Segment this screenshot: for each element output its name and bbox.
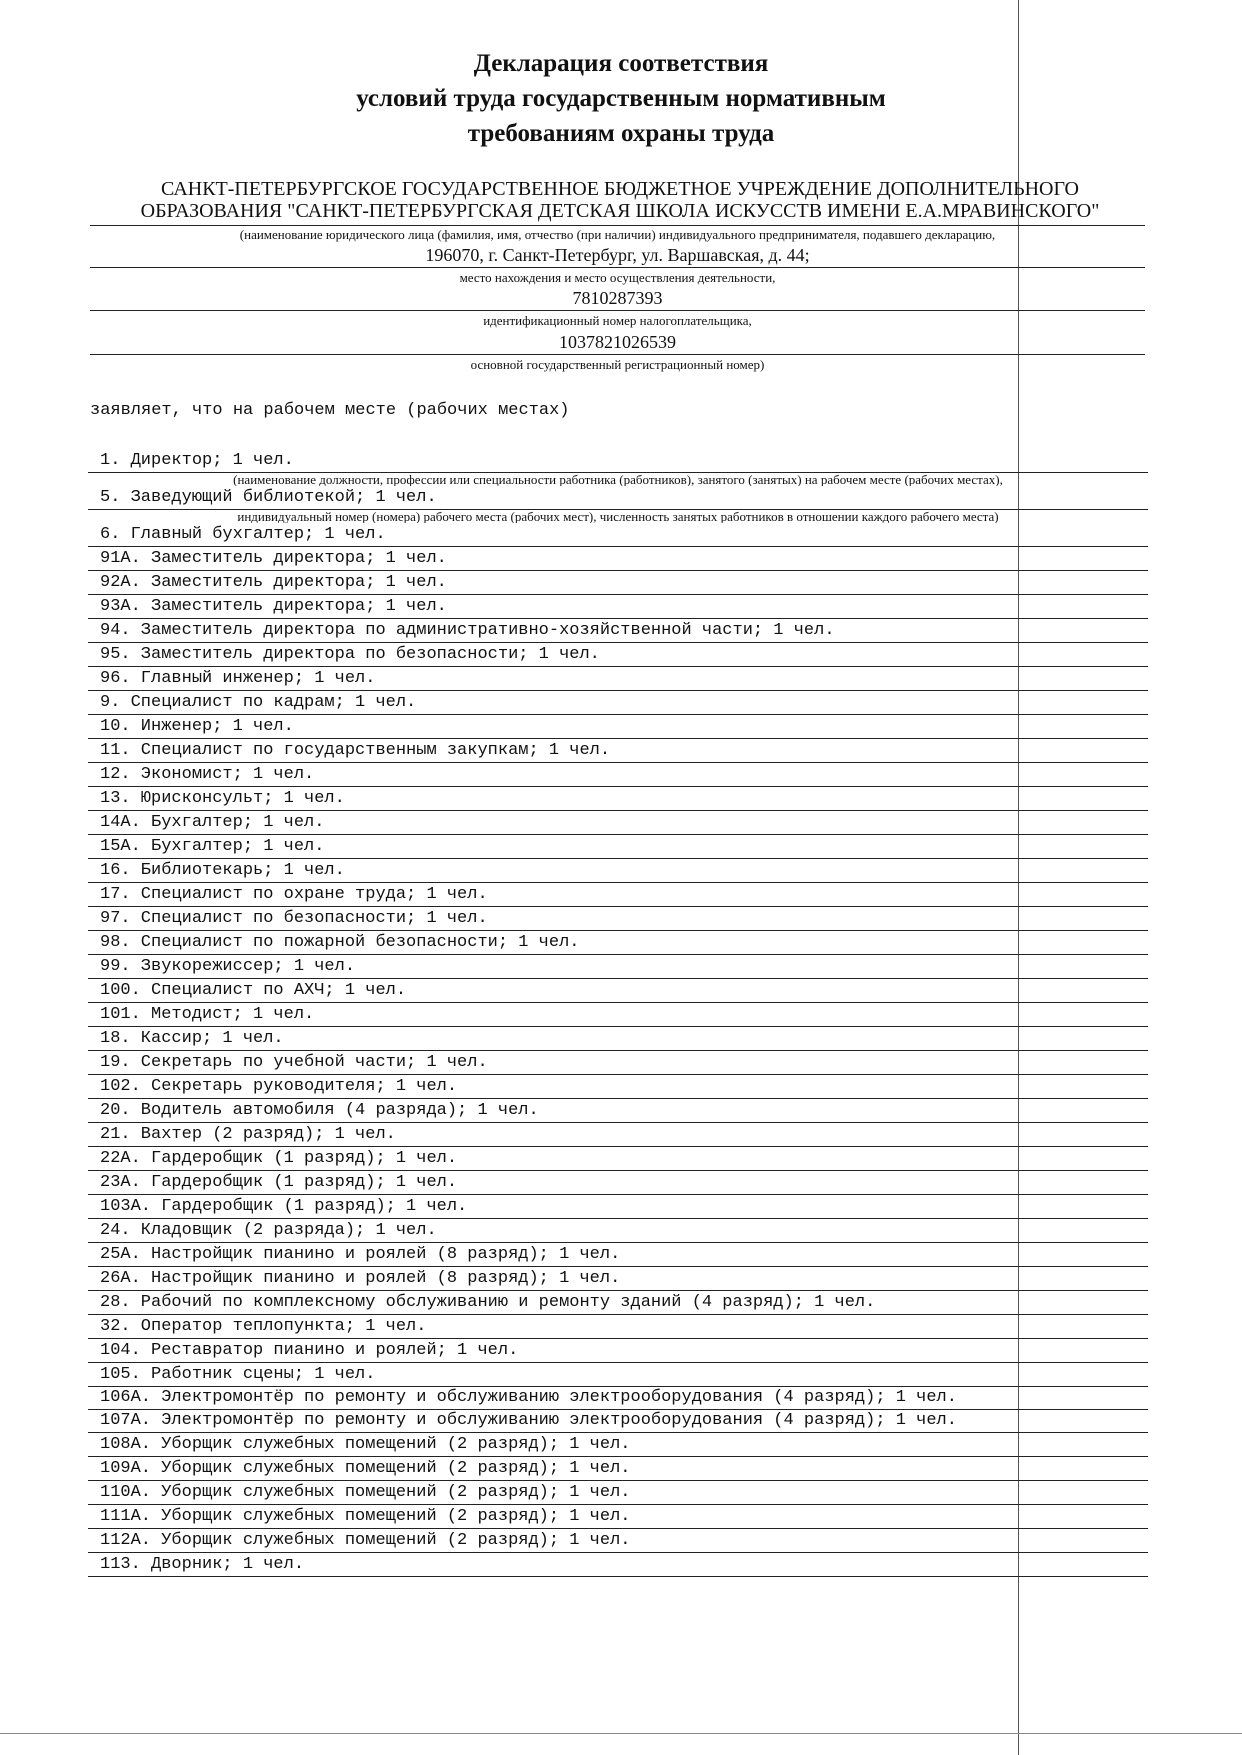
workplace-row: 112А. Уборщик служебных помещений (2 разряд); 1 чел. (88, 1529, 1148, 1553)
workplace-row: 32. Оператор теплопункта; 1 чел. (88, 1315, 1148, 1339)
workplace-row: 113. Дворник; 1 чел. (88, 1553, 1148, 1577)
workplace-row: 102. Секретарь руководителя; 1 чел. (88, 1075, 1148, 1099)
org-line-2: ОБРАЗОВАНИЯ "САНКТ-ПЕТЕРБУРГСКАЯ ДЕТСКАЯ ШКОЛА ИСКУССТВ ИМЕНИ Е.А.МРАВИНСКОГО" (140, 200, 1100, 222)
workplace-row: 16. Библиотекарь; 1 чел. (88, 859, 1148, 883)
position-caption: (наименование должности, профессии или специальности работника (работников), занятого (занятых) на рабочем месте (рабочих местах), (233, 473, 1003, 486)
workplace-row: 23А. Гардеробщик (1 разряд); 1 чел. (88, 1171, 1148, 1195)
workplace-row: 6. Главный бухгалтер; 1 чел. (88, 523, 1148, 547)
organization-name (90, 178, 1150, 222)
workplace-row: 97. Специалист по безопасности; 1 чел. (88, 907, 1148, 931)
workplace-list (88, 449, 1148, 1577)
workplace-row: 106А. Электромонтёр по ремонту и обслуживанию электрооборудования (4 разряд); 1 чел. (88, 1387, 1148, 1410)
workplace-row: 19. Секретарь по учебной части; 1 чел. (88, 1051, 1148, 1075)
workplace-row: 94. Заместитель директора по административно-хозяйственной части; 1 чел. (88, 619, 1148, 643)
workplace-row: 18. Кассир; 1 чел. (88, 1027, 1148, 1051)
workplace-row: 108А. Уборщик служебных помещений (2 разряд); 1 чел. (88, 1433, 1148, 1457)
workplace-row: 96. Главный инженер; 1 чел. (88, 667, 1148, 691)
workplace-row: 12. Экономист; 1 чел. (88, 763, 1148, 787)
org-underline (90, 225, 1145, 226)
address-value: 196070, г. Санкт-Петербург, ул. Варшавская, д. 44; (425, 245, 810, 265)
workplace-row: 91А. Заместитель директора; 1 чел. (88, 547, 1148, 571)
workplace-row: 13. Юрисконсульт; 1 чел. (88, 787, 1148, 811)
workplace-number-caption: индивидуальный номер (номера) рабочего места (рабочих мест), численность занятых работников в отношении каждого рабочего места) (237, 510, 999, 523)
workplace-row: 103А. Гардеробщик (1 разряд); 1 чел. (88, 1195, 1148, 1219)
workplace-row: 24. Кладовщик (2 разряда); 1 чел. (88, 1219, 1148, 1243)
workplace-row: 5. Заведующий библиотекой; 1 чел. (88, 486, 1148, 510)
title-line-3: требованиям охраны труда (467, 120, 775, 147)
workplace-row: 15А. Бухгалтер; 1 чел. (88, 835, 1148, 859)
workplace-row: 110А. Уборщик служебных помещений (2 разряд); 1 чел. (88, 1481, 1148, 1505)
title-line-1: Декларация соответствия (473, 50, 769, 77)
org-line-1: САНКТ-ПЕТЕРБУРГСКОЕ ГОСУДАРСТВЕННОЕ БЮДЖЕТНОЕ УЧРЕЖДЕНИЕ ДОПОЛНИТЕЛЬНОГО (160, 178, 1079, 200)
scan-artifact-bottom-line (0, 1733, 1242, 1734)
org-caption: (наименование юридического лица (фамилия, имя, отчество (при наличии) индивидуального предпринимателя, подавшего декларацию, (239, 227, 996, 242)
workplace-row: 95. Заместитель директора по безопасности; 1 чел. (88, 643, 1148, 667)
workplace-row: 100. Специалист по АХЧ; 1 чел. (88, 979, 1148, 1003)
workplace-row: 104. Реставратор пианино и роялей; 1 чел. (88, 1339, 1148, 1363)
workplace-row: 105. Работник сцены; 1 чел. (88, 1363, 1148, 1387)
workplace-row: 9. Специалист по кадрам; 1 чел. (88, 691, 1148, 715)
workplace-row: 109А. Уборщик служебных помещений (2 разряд); 1 чел. (88, 1457, 1148, 1481)
ogrn-underline (90, 354, 1145, 355)
inn-underline (90, 310, 1145, 311)
workplace-row: 10. Инженер; 1 чел. (88, 715, 1148, 739)
workplace-row: 111А. Уборщик служебных помещений (2 разряд); 1 чел. (88, 1505, 1148, 1529)
workplace-row: 98. Специалист по пожарной безопасности; 1 чел. (88, 931, 1148, 955)
workplace-row: 107А. Электромонтёр по ремонту и обслуживанию электрооборудования (4 разряд); 1 чел. (88, 1410, 1148, 1433)
ogrn-value: 1037821026539 (559, 332, 676, 352)
address-underline (90, 267, 1145, 268)
workplace-row: 25А. Настройщик пианино и роялей (8 разряд); 1 чел. (88, 1243, 1148, 1267)
workplace-row: 93А. Заместитель директора; 1 чел. (88, 595, 1148, 619)
workplace-row: 11. Специалист по государственным закупкам; 1 чел. (88, 739, 1148, 763)
workplace-row: 99. Звукорежиссер; 1 чел. (88, 955, 1148, 979)
workplace-row: 21. Вахтер (2 разряд); 1 чел. (88, 1123, 1148, 1147)
inn-caption: идентификационный номер налогоплательщика, (483, 313, 752, 328)
ogrn-caption: основной государственный регистрационный номер) (470, 357, 765, 372)
document-title (0, 46, 1242, 151)
workplace-row: 101. Методист; 1 чел. (88, 1003, 1148, 1027)
workplace-row: 20. Водитель автомобиля (4 разряда); 1 чел. (88, 1099, 1148, 1123)
workplace-row: 17. Специалист по охране труда; 1 чел. (88, 883, 1148, 907)
title-line-2: условий труда государственным нормативным (356, 85, 886, 112)
address-caption: место нахождения и место осуществления деятельности, (459, 270, 776, 285)
workplace-row: 1. Директор; 1 чел. (88, 449, 1148, 473)
workplace-row: 26А. Настройщик пианино и роялей (8 разряд); 1 чел. (88, 1267, 1148, 1291)
workplace-row: 14А. Бухгалтер; 1 чел. (88, 811, 1148, 835)
workplace-row: 92А. Заместитель директора; 1 чел. (88, 571, 1148, 595)
inn-value: 7810287393 (572, 288, 663, 308)
declares-statement: заявляет, что на рабочем месте (рабочих местах) (90, 401, 570, 420)
workplace-row: 28. Рабочий по комплексному обслуживанию и ремонту зданий (4 разряд); 1 чел. (88, 1291, 1148, 1315)
workplace-row: 22А. Гардеробщик (1 разряд); 1 чел. (88, 1147, 1148, 1171)
